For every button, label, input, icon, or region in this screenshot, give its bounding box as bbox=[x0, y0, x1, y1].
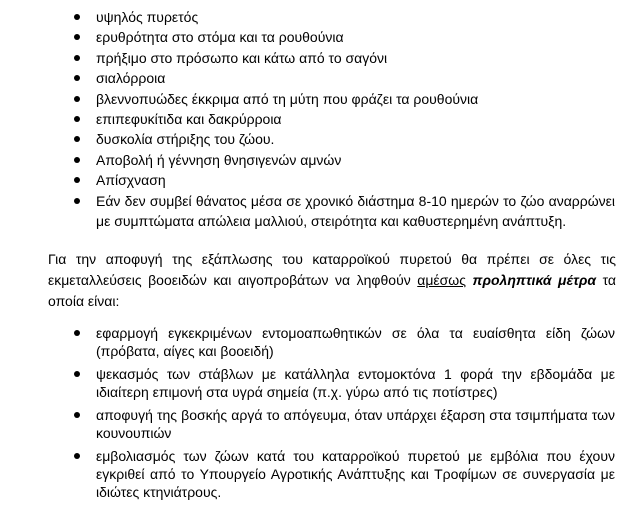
list-item bbox=[0, 324, 637, 360]
list-item bbox=[0, 68, 637, 88]
bullet-icon bbox=[74, 34, 80, 40]
bullet-icon bbox=[74, 198, 80, 204]
bullet-icon bbox=[74, 136, 80, 142]
list-item bbox=[0, 129, 637, 149]
symptom-text: επιπεφυκίτιδα και δακρύρροια bbox=[96, 111, 282, 128]
bullet-icon bbox=[74, 157, 80, 163]
symptom-text: δυσκολία στήριξης του ζώου. bbox=[96, 131, 275, 148]
bullet-icon bbox=[74, 412, 80, 418]
bullet-icon bbox=[74, 14, 80, 20]
list-item bbox=[0, 170, 637, 190]
bullet-icon bbox=[74, 96, 80, 102]
bullet-icon bbox=[74, 55, 80, 61]
measures-list bbox=[0, 324, 637, 506]
measure-text: εμβολιασμός των ζώων κατά του καταρροϊκού πυρετού με εμβόλια που έχουν εγκριθεί από το Υπουργείο Αγροτικής Ανάπτυξης και Τροφίμων σε συνεργασία με ιδιώτες κτηνιάτρους. bbox=[96, 448, 615, 500]
symptom-text: Αποβολή ή γέννηση θνησιγενών αμνών bbox=[96, 151, 342, 168]
measure-text: εφαρμογή εγκεκριμένων εντομοαπωθητικών σε όλα τα ευαίσθητα είδη ζώων (πρόβατα, αίγες και βοοειδή) bbox=[96, 325, 615, 359]
intro-paragraph bbox=[48, 249, 616, 312]
measure-text: ψεκασμός των στάβλων με κατάλληλα εντομοκτόνα 1 φορά την εβδομάδα με ιδιαίτερη επιμονή στα υγρά σημεία (π.χ. γύρω από τις ποτίστρες) bbox=[96, 366, 615, 400]
list-item bbox=[0, 109, 637, 129]
list-item bbox=[0, 89, 637, 109]
symptom-text: υψηλός πυρετός bbox=[96, 9, 199, 25]
list-item bbox=[0, 365, 637, 401]
symptoms-list bbox=[0, 7, 637, 231]
list-item bbox=[0, 406, 637, 442]
bullet-icon bbox=[74, 371, 80, 377]
list-item bbox=[0, 27, 637, 47]
intro-text-end: τα οποία είναι: bbox=[48, 272, 617, 309]
bullet-icon bbox=[74, 177, 80, 183]
intro-text: Για την αποφυγή της εξάπλωσης του καταρροϊκού πυρετού θα πρέπει σε όλες τις εκμεταλλεύσεις βοοειδών και αιγοπροβάτων να ληφθούν bbox=[48, 251, 616, 288]
list-item bbox=[0, 447, 637, 501]
symptom-text: πρήξιμο στο πρόσωπο και κάτω από το σαγόνι bbox=[96, 49, 388, 66]
intro-underlined-word: αμέσως bbox=[417, 272, 466, 288]
intro-emphasis: προληπτικά μέτρα bbox=[472, 272, 597, 288]
symptom-text: σιαλόρροια bbox=[96, 70, 166, 87]
list-item bbox=[0, 191, 637, 232]
bullet-icon bbox=[74, 75, 80, 81]
bullet-icon bbox=[74, 453, 80, 459]
list-item bbox=[0, 7, 637, 27]
symptom-text: ερυθρότητα στο στόμα και τα ρουθούνια bbox=[96, 29, 344, 46]
symptom-text: Εάν δεν συμβεί θάνατος μέσα σε χρονικό διάστημα 8-10 ημερών το ζώο αναρρώνει με συμπτώματα απώλεια μαλλιού, στειρότητα και καθυστερημένη ανάπτυξη. bbox=[96, 192, 615, 230]
list-item bbox=[0, 150, 637, 170]
symptom-text: βλεννοπυώδες έκκριμα από τη μύτη που φράζει τα ρουθούνια bbox=[96, 90, 479, 107]
bullet-icon bbox=[74, 330, 80, 336]
list-item bbox=[0, 48, 637, 68]
symptom-text: Απίσχναση bbox=[96, 172, 166, 189]
bullet-icon bbox=[74, 116, 80, 122]
measure-text: αποφυγή της βοσκής αργά το απόγευμα, όταν υπάρχει έξαρση στα τσιμπήματα των κουνουπιών bbox=[96, 407, 615, 441]
